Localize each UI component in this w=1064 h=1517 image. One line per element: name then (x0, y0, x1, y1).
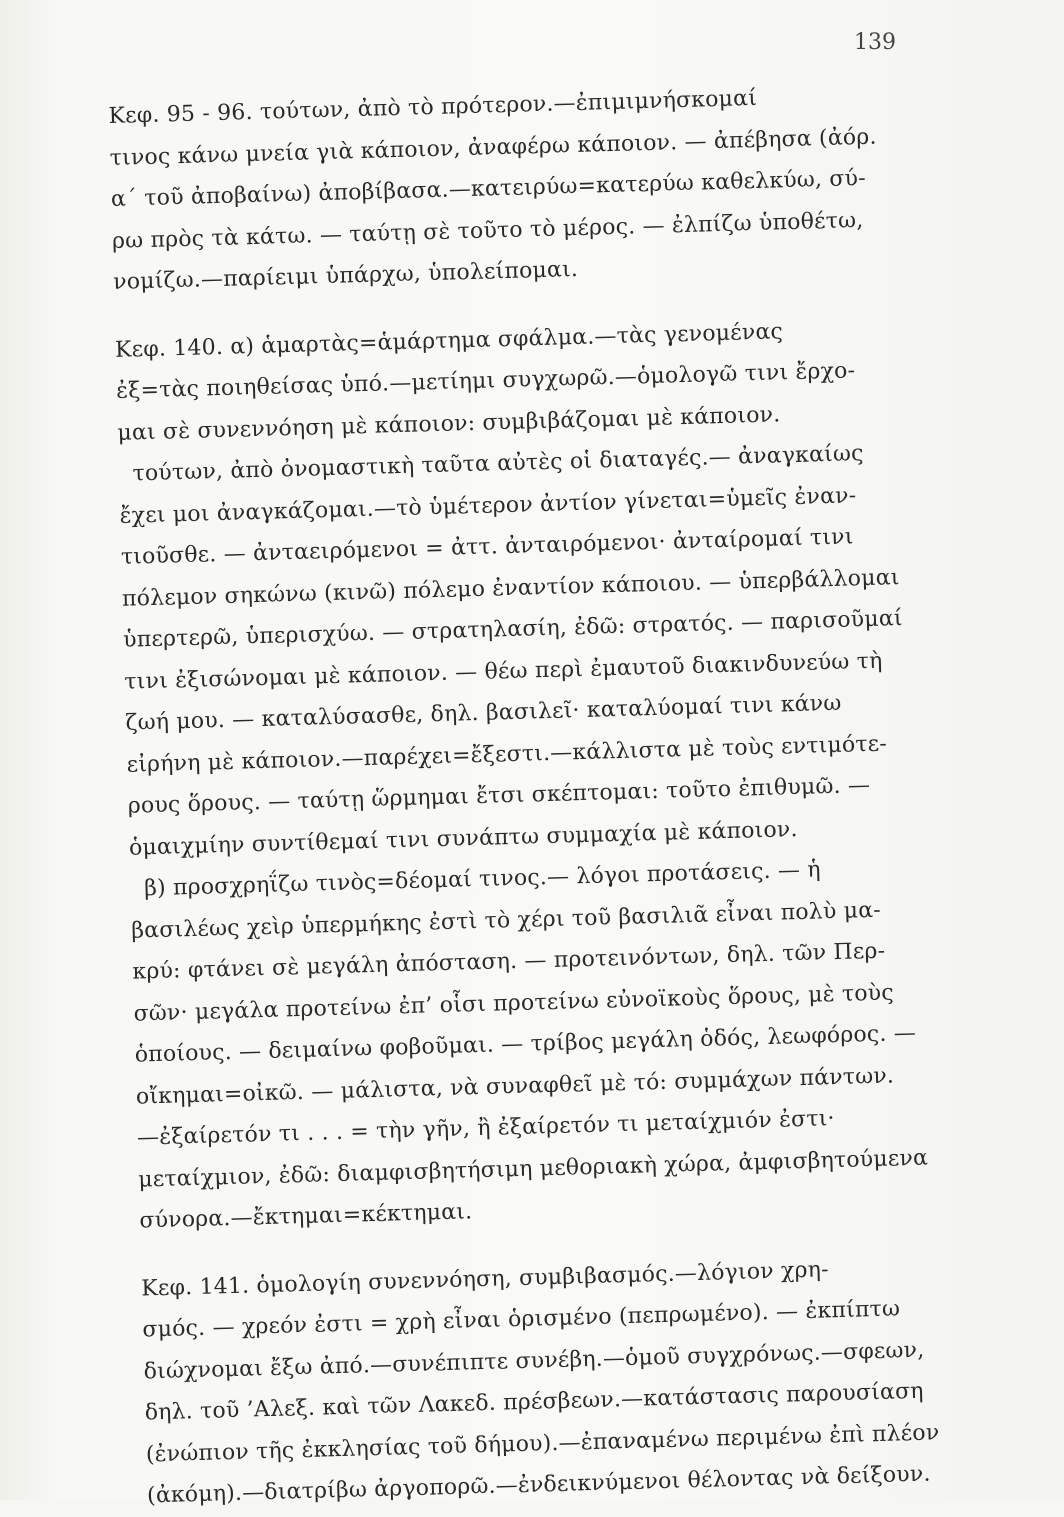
paragraph (141, 1246, 948, 1517)
text-line: ρω πρὸς τὰ κάτω. — ταύτῃ σὲ τοῦτο τὸ μέρος. — ἐλπίζω ὑποθέτω, (111, 207, 864, 254)
commentary-text (108, 74, 947, 1517)
text-line: Κεφ. 141. ὁμολογίη συνεννόηση, συμβιβασμός.—λόγιον χρη- (140, 1256, 829, 1302)
text-line: σύνορα.—ἔκτημαι=κέκτημαι. (139, 1199, 473, 1234)
text-line: οἴκημαι=οἰκῶ. — μάλιστα, νὰ συναφθεῖ μὲ τό: συμμάχων πάντων. (135, 1062, 895, 1110)
text-line: δηλ. τοῦ ’Αλεξ. καὶ τῶν Λακεδ. πρέσβεων.—κατάστασις παρουσίαση (144, 1378, 924, 1426)
text-line: ὑπερτερῶ, ὑπερισχύω. — στρατηλασίη, ἐδῶ: στρατός. — παρισοῦμαί (122, 606, 903, 653)
paragraph (115, 307, 918, 454)
text-line: πόλεμον σηκώνω (κινῶ) πόλεμο ἐναντίον κάποιου. — ὑπερβάλλομαι (121, 564, 900, 612)
text-line: νομίζω.—παρίειμι ὑπάρχω, ὑπολείπομαι. (112, 256, 579, 295)
paragraph (108, 74, 913, 304)
text-line: τούτων, ἀπὸ ὀνομαστικὴ ταῦτα αὐτὲς οἱ διαταγές.— ἀναγκαίως (132, 441, 864, 487)
text-line: τινι ἐξισώνομαι μὲ κάποιον. — θέω περὶ ἐμαυτοῦ διακινδυνεύω τὴ (124, 648, 883, 695)
page-number: 139 (854, 30, 896, 55)
text-line: τινος κάνω μνεία γιὰ κάποιον, ἀναφέρω κάποιον. — ἀπέβησα (ἀόρ. (109, 124, 877, 171)
text-line: β) προσχρηΐζω τινὸς=δέομαί τινος.— λόγοι προτάσεις. — ἡ (143, 857, 822, 902)
text-line: ζωή μου. — καταλύσασθε, δηλ. βασιλεῖ· καταλύομαί τινι κάνω (125, 690, 842, 736)
paragraph (118, 432, 929, 869)
text-line: α΄ τοῦ ἀποβαίνω) ἀποβίβασα.—κατειρύω=κατερύω καθελκύω, σύ- (110, 165, 867, 212)
text-line: Κεφ. 95 - 96. τούτων, ἀπὸ τὸ πρότερον.—ἐπιμιμνήσκομαί (108, 85, 758, 129)
text-line: (ἀκόμη).—διατρίβω ἀργοπορῶ.—ἐνδεικνύμενοι θέλοντας νὰ δείξουν. (146, 1461, 931, 1509)
text-line: βασιλέως χεὶρ ὑπερμήκης ἐστὶ τὸ χέρι τοῦ βασιλιᾶ εἶναι πολὺ μα- (130, 897, 882, 944)
text-line: ἔχει μοι ἀναγκάζομαι.—τὸ ὑμέτερον ἀντίον γίνεται=ὑμεῖς ἐναν- (119, 482, 857, 529)
text-line: σῶν· μεγάλα προτείνω ἐπ’ οἷσι προτείνω εὐνοϊκοὺς ὅρους, μὲ τοὺς (133, 979, 895, 1027)
text-line: —ἐξαίρετόν τι . . . = τὴν γῆν, ἢ ἐξαίρετόν τι μεταίχμιόν ἐστι· (136, 1106, 836, 1151)
text-line: εἰρήνη μὲ κάποιον.—παρέχει=ἔξεστι.—κάλλιστα μὲ τοὺς εντιμότε- (126, 731, 888, 778)
text-line: κρύ: φτάνει σὲ μεγάλη ἀπόσταση. — προτεινόντων, δηλ. τῶν Περ- (132, 938, 886, 985)
text-line: διώχνομαι ἔξω ἀπό.—συνέπιπτε συνέβη.—ὁμοῦ συγχρόνως.—σφεων, (143, 1337, 925, 1384)
text-line: ἐξ=τὰς ποιηθείσας ὑπό.—μετίημι συγχωρῶ.—ὁμολογῶ τινι ἔρχο- (115, 358, 856, 404)
text-line: τιοῦσθε. — ἀνταειρόμενοι = ἀττ. ἀνταιρόμενοι· ἀνταίρομαί τινι (120, 524, 854, 570)
text-line: ρους ὅρους. — ταύτῃ ὥρμημαι ἔτσι σκέπτομαι: τοῦτο ἐπιθυμῶ. — (127, 772, 871, 819)
paragraph (130, 846, 940, 1242)
text-line: μεταίχμιον, ἐδῶ: διαμφισβητήσιμη μεθοριακὴ χώρα, ἀμφισβητούμενα (137, 1145, 929, 1193)
text-line: ὁμαιχμίην συντίθεμαί τινι συνάπτω συμμαχία μὲ κάποιον. (128, 816, 798, 861)
text-line: μαι σὲ συνεννόηση μὲ κάποιον: συμβιβάζομαι μὲ κάποιον. (117, 401, 781, 446)
text-line: (ἐνώπιον τῆς ἐκκλησίας τοῦ δήμου).—ἐπαναμένω περιμένω ἐπὶ πλέον (145, 1419, 940, 1467)
text-line: Κεφ. 140. α) ἁμαρτὰς=ἁμάρτημα σφάλμα.—τὰς γενομένας (114, 318, 784, 363)
text-line: σμός. — χρεόν ἐστι = χρὴ εἶναι ὁρισμένο (πεπρωμένο). — ἐκπίπτω (142, 1296, 901, 1343)
text-line: ὁποίους. — δειμαίνω φοβοῦμαι. — τρίβος μεγάλη ὁδός, λεωφόρος. — (134, 1020, 917, 1068)
